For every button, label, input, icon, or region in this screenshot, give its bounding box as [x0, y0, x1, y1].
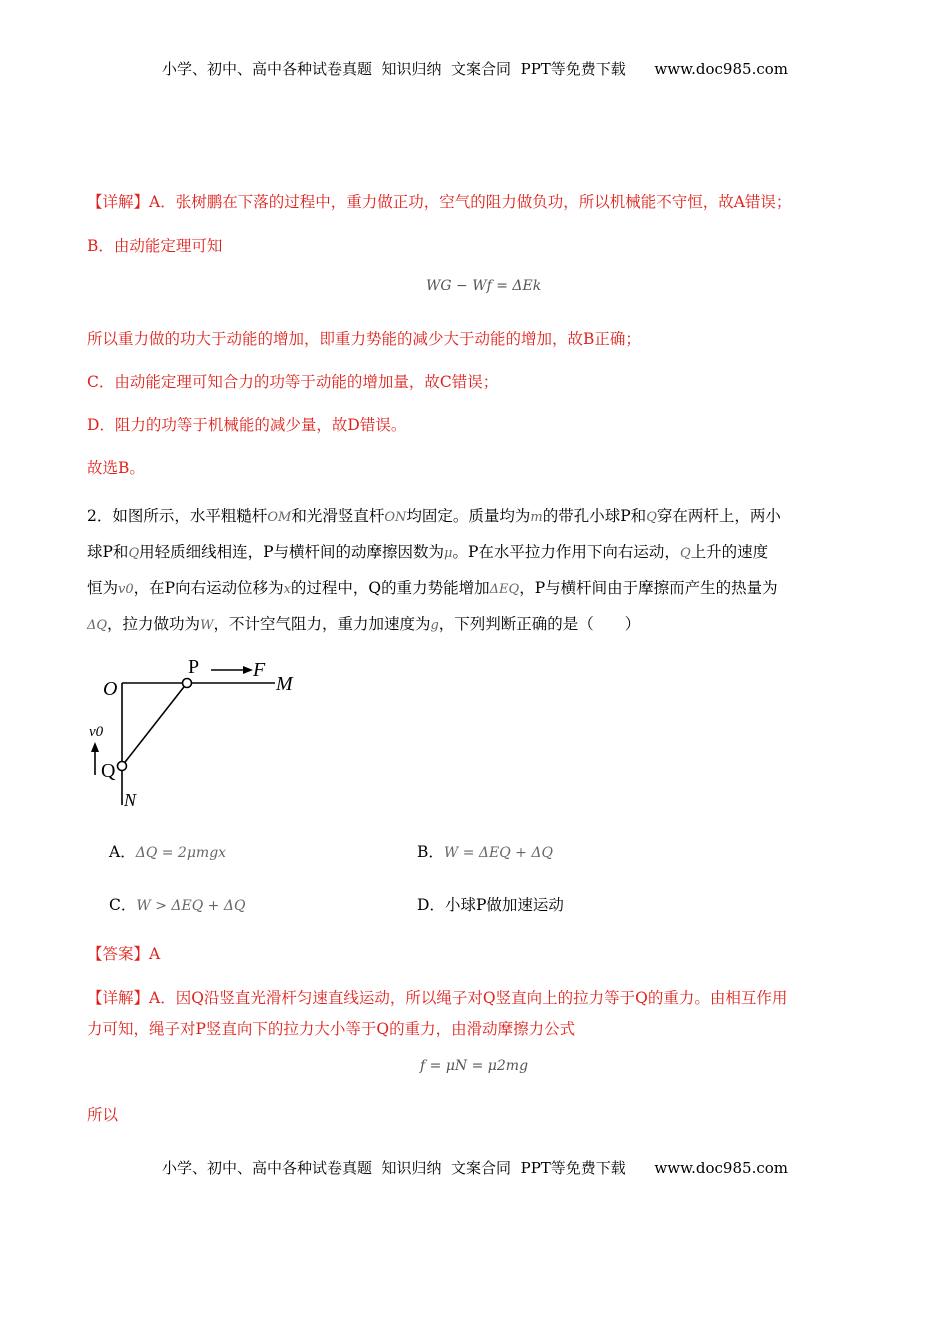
page-footer: 小学、初中、高中各种试卷真题 知识归纳 文案合同 PPT等免费下载 www.doc985.com — [161, 1159, 788, 1177]
q2-line-3: 恒为v0，在P向右运动位移为x的过程中，Q的重力势能增加ΔEQ，P与横杆间由于摩擦而产生的热量为 — [87, 579, 778, 597]
label-v0: v0 — [89, 724, 104, 740]
velocity-arrow-head — [91, 742, 99, 752]
label-f: F — [253, 659, 266, 681]
label-n: N — [124, 790, 137, 810]
detail-c: C．由动能定理可知合力的功等于动能的增加量，故C错误； — [87, 373, 499, 391]
label-p: P — [188, 656, 200, 678]
option-a[interactable]: A．ΔQ = 2μmgx — [109, 843, 227, 861]
detail-b-conclusion: 所以重力做的功大于动能的增加，即重力势能的减少大于动能的增加，故B正确； — [87, 330, 641, 348]
force-arrow-head — [243, 666, 253, 674]
q2-line-1: 2．如图所示，水平粗糙杆OM和光滑竖直杆ON均固定。质量均为m的带孔小球P和Q穿在两杆上，两小 — [87, 507, 781, 525]
option-b[interactable]: B．W = ΔEQ + ΔQ — [417, 843, 553, 861]
option-c[interactable]: C．W > ΔEQ + ΔQ — [109, 896, 246, 914]
option-d[interactable]: D．小球P做加速运动 — [417, 896, 564, 914]
label-o: O — [103, 678, 118, 700]
page-header: 小学、初中、高中各种试卷真题 知识归纳 文案合同 PPT等免费下载 www.doc985.com — [161, 60, 788, 78]
label-m: M — [276, 673, 293, 695]
detail2-line-1: 【详解】A．因Q沿竖直光滑杆匀速直线运动，所以绳子对Q竖直向上的拉力等于Q的重力。由相互作用 — [87, 989, 788, 1007]
detail-d: D．阻力的功等于机械能的减少量，故D错误。 — [87, 416, 407, 434]
label-q: Q — [101, 760, 116, 782]
answer: 【答案】A — [87, 945, 161, 963]
detail2-line-3: 所以 — [87, 1106, 119, 1124]
ball-p — [183, 679, 192, 688]
physics-figure — [85, 650, 315, 815]
q2-line-4: ΔQ，拉力做功为W，不计空气阻力，重力加速度为g，下列判断正确的是（ ） — [87, 615, 641, 633]
q2-line-2: 球P和Q用轻质细线相连，P与横杆间的动摩擦因数为μ。P在水平拉力作用下向右运动，Q上升的速度 — [87, 543, 769, 561]
connecting-string — [122, 683, 187, 766]
detail-b: B．由动能定理可知 — [87, 237, 223, 255]
detail-a: 【详解】A．张树鹏在下落的过程中，重力做正功，空气的阻力做负功，所以机械能不守恒，故A错误； — [87, 193, 792, 211]
detail2-line-2: 力可知，绳子对P竖直向下的拉力大小等于Q的重力，由滑动摩擦力公式 — [87, 1020, 576, 1038]
friction-equation: f = μN = μ2mg — [420, 1058, 529, 1074]
equation-work-energy: WG − Wf = ΔEk — [426, 278, 542, 294]
choice-b: 故选B。 — [87, 459, 145, 477]
ball-q — [118, 762, 127, 771]
